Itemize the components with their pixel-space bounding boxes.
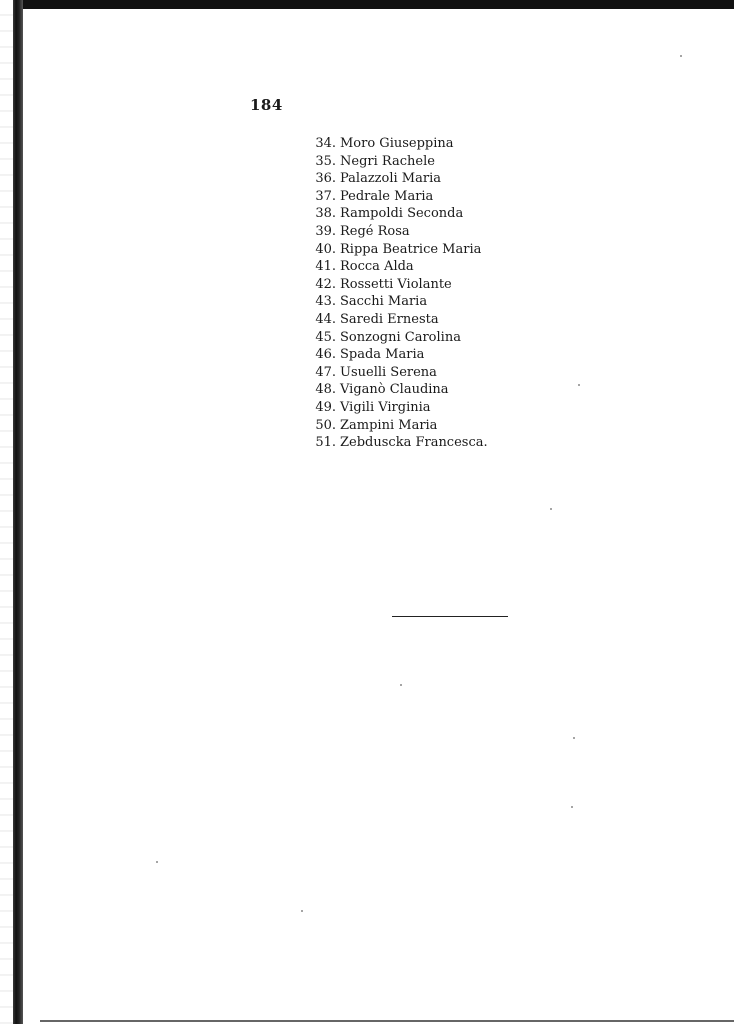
scan-speck [578,384,580,386]
entry-name: Viganò Claudina [340,382,449,398]
entry-name: Zampini Maria [340,417,438,433]
list-entry [300,205,488,223]
entry-name: Negri Rachele [340,153,435,169]
list-entry [300,417,488,435]
entry-name: Zebduscka Francesca. [340,435,488,451]
list-entry [300,135,488,153]
entry-number: 50. [315,417,336,433]
scan-speck [680,55,682,57]
entry-name: Palazzoli Maria [340,171,441,187]
list-entry [300,364,488,382]
scan-speck [573,737,575,739]
entry-number: 37. [315,188,336,204]
entry-number: 48. [315,382,336,398]
entry-number: 41. [315,259,336,275]
section-end-rule [392,616,508,617]
list-entry [300,293,488,311]
book-spine-shadow [13,0,23,1024]
entry-name: Rampoldi Seconda [340,206,464,222]
entry-number: 42. [315,276,336,292]
entry-name: Rocca Alda [340,259,414,275]
entry-number: 49. [315,399,336,415]
entry-name: Regé Rosa [340,223,410,239]
entry-name: Vigili Virginia [340,399,431,415]
entry-number: 35. [315,153,336,169]
list-entry [300,311,488,329]
entry-number: 36. [315,171,336,187]
scan-bottom-edge [40,1020,734,1022]
list-entry [300,346,488,364]
entry-name: Usuelli Serena [340,364,437,380]
entry-number: 45. [315,329,336,345]
list-entry [300,434,488,452]
name-list [300,135,488,452]
list-entry [300,188,488,206]
entry-number: 47. [315,364,336,380]
entry-name: Rippa Beatrice Maria [340,241,482,257]
scan-speck [571,806,573,808]
entry-name: Sonzogni Carolina [340,329,461,345]
entry-name: Rossetti Violante [340,276,452,292]
scan-speck [301,910,303,912]
entry-number: 51. [315,435,336,451]
list-entry [300,258,488,276]
scan-left-margin [0,0,13,1024]
entry-name: Saredi Ernesta [340,311,439,327]
entry-number: 46. [315,347,336,363]
list-entry [300,399,488,417]
scan-speck [156,861,158,863]
entry-name: Moro Giuseppina [340,136,454,151]
list-entry [300,241,488,259]
entry-name: Spada Maria [340,347,425,363]
entry-number: 44. [315,311,336,327]
list-entry [300,153,488,171]
list-entry [300,329,488,347]
entry-number: 43. [315,294,336,310]
list-entry [300,223,488,241]
entry-number: 40. [315,241,336,257]
entry-number: 39. [315,223,336,239]
page-number: 184 [250,96,283,114]
scan-top-edge [0,0,734,9]
list-entry [300,381,488,399]
list-entry [300,170,488,188]
entry-number: 38. [315,206,336,222]
entry-number: 34. [315,136,336,151]
list-entry [300,276,488,294]
scan-speck [550,508,552,510]
entry-name: Pedrale Maria [340,188,434,204]
scan-speck [400,684,402,686]
entry-name: Sacchi Maria [340,294,428,310]
